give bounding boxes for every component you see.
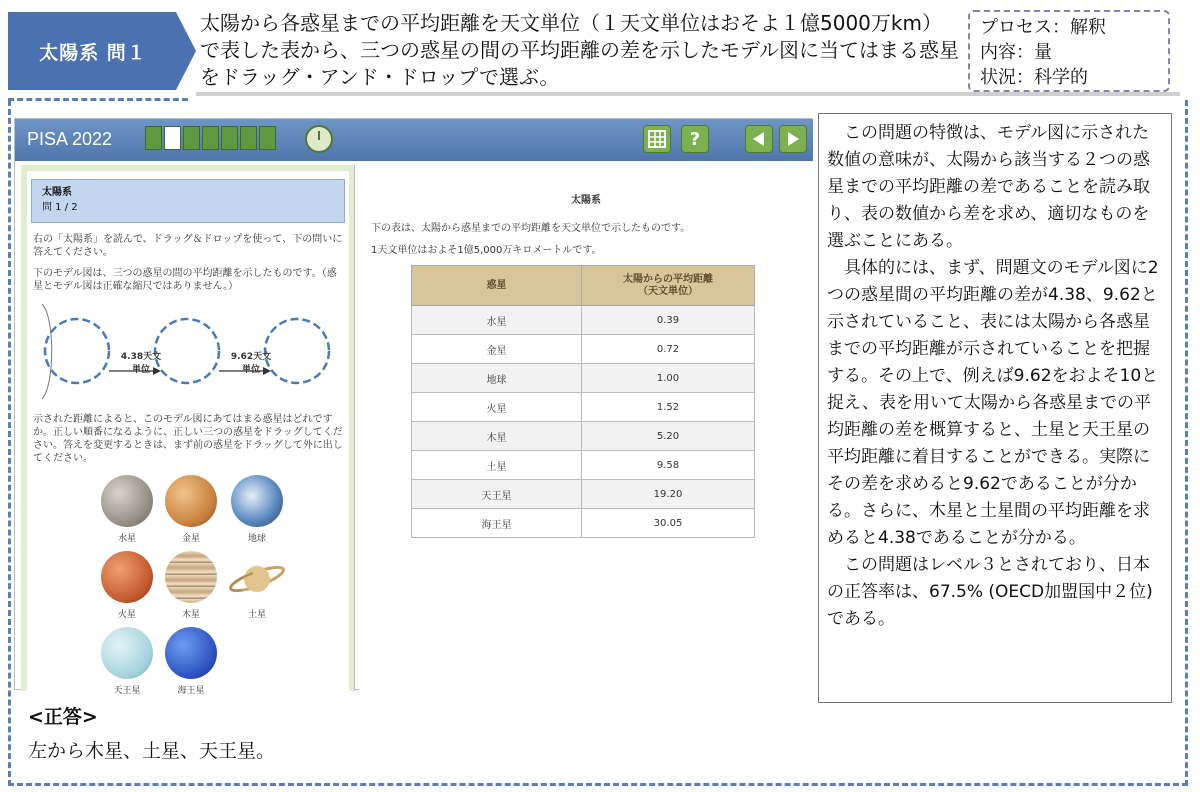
- question-tag-label: 太陽系 問１: [39, 41, 147, 64]
- table-row: [412, 306, 755, 335]
- content-label: 内容：量: [980, 42, 1052, 63]
- distance-label-2: [221, 351, 281, 377]
- planet-jupiter[interactable]: [165, 551, 217, 603]
- table-cell-distance: 0.72: [582, 335, 755, 364]
- question-pane-inner: [27, 171, 349, 696]
- table-row: [412, 393, 755, 422]
- progress-step: [183, 126, 200, 150]
- table-cell-distance: 9.58: [582, 451, 755, 480]
- distance-2-unit: 単位: [241, 365, 260, 375]
- table-cell-planet: 天王星: [412, 480, 582, 509]
- planet-neptune-label: 海王星: [177, 686, 205, 696]
- help-icon[interactable]: ?: [681, 125, 709, 153]
- progress-step: [145, 126, 162, 150]
- table-header-distance-unit: （天文単位）: [638, 285, 698, 297]
- answer-title: <正答>: [28, 706, 98, 728]
- planet-venus-label: 金星: [181, 534, 200, 544]
- distance-2-value: 9.62天文: [230, 352, 272, 362]
- progress-bar: [145, 126, 276, 150]
- distance-1-value: 4.38天文: [120, 352, 162, 362]
- planet-venus[interactable]: [165, 475, 217, 527]
- classification-box: [968, 10, 1170, 92]
- planet-uranus[interactable]: [101, 627, 153, 679]
- planet-saturn-label: 土星: [247, 610, 266, 620]
- progress-step: [202, 126, 219, 150]
- progress-step: [259, 126, 276, 150]
- planet-uranus-label: 天王星: [113, 686, 141, 696]
- distance-table: [411, 265, 755, 538]
- table-cell-planet: 火星: [412, 393, 582, 422]
- question-title: 太陽系: [42, 187, 72, 198]
- table-cell-distance: 5.20: [582, 422, 755, 451]
- arrow-right-icon[interactable]: [779, 125, 807, 153]
- explanation-paragraph-1: この問題の特徴は、モデル図に示された数値の意味が、太陽から該当する２つの惑星までの平均距離の差であることを読み取り、表の数値から差を求め、適切なものを選ぶことにある。: [827, 123, 1150, 251]
- calculator-icon[interactable]: [643, 125, 671, 153]
- table-cell-planet: 土星: [412, 451, 582, 480]
- process-label: プロセス：解釈: [980, 17, 1106, 38]
- planet-neptune[interactable]: [165, 627, 217, 679]
- distance-1-unit: 単位: [131, 365, 150, 375]
- table-cell-planet: 地球: [412, 364, 582, 393]
- model-diagram: [37, 299, 337, 409]
- table-cell-distance: 1.52: [582, 393, 755, 422]
- progress-step-current: [164, 126, 181, 150]
- arrow-left-icon[interactable]: [745, 125, 773, 153]
- explanation-box: [818, 113, 1172, 703]
- instruction-text: 示された距離によると、このモデル図にあてはまる惑星はどれですか。正しい順番になるように、正しい三つの惑星をドラッグしてください。答えを変更するときは、まず前の惑星をドラッグして外に出してください。: [33, 414, 343, 464]
- answer-text: 左から木星、土星、天王星。: [28, 740, 276, 762]
- question-header: [31, 179, 345, 223]
- planet-mercury-label: 水星: [117, 534, 136, 544]
- drop-slot-1: [45, 319, 109, 383]
- table-header-distance: [582, 266, 755, 306]
- progress-step: [240, 126, 257, 150]
- pisa-title: PISA 2022: [27, 129, 113, 149]
- table-row: [412, 335, 755, 364]
- table-row: [412, 364, 755, 393]
- table-row: [412, 422, 755, 451]
- distance-label-1: [111, 351, 171, 377]
- question-pane: [21, 165, 355, 696]
- planet-saturn[interactable]: [227, 559, 287, 599]
- table-row: [412, 451, 755, 480]
- question-tag: [8, 12, 198, 90]
- planet-earth[interactable]: [231, 475, 283, 527]
- table-row: [412, 509, 755, 538]
- table-header-planet: 惑星: [412, 266, 582, 306]
- planet-jupiter-label: 木星: [181, 610, 200, 620]
- table-cell-distance: 0.39: [582, 306, 755, 335]
- progress-step: [221, 126, 238, 150]
- planet-mars[interactable]: [101, 551, 153, 603]
- situation-label: 状況：科学的: [980, 67, 1088, 88]
- table-cell-distance: 30.05: [582, 509, 755, 538]
- table-cell-planet: 金星: [412, 335, 582, 364]
- question-number: 問 1 / 2: [42, 202, 78, 213]
- stimulus-title: 太陽系: [571, 195, 601, 206]
- table-cell-planet: 水星: [412, 306, 582, 335]
- explanation-paragraph-3: この問題はレベル３とされており、日本の正答率は、67.5% (OECD加盟国中２位)である。: [827, 555, 1153, 629]
- table-cell-distance: 1.00: [582, 364, 755, 393]
- clock-icon[interactable]: [305, 125, 333, 153]
- table-cell-planet: 海王星: [412, 509, 582, 538]
- stimulus-pane: [359, 161, 813, 691]
- pisa-window: [14, 118, 812, 696]
- pisa-toolbar: [15, 119, 813, 161]
- question-description: 太陽から各惑星までの平均距離を天文単位（１天文単位はおそよ１億5000万km）で表した表から、三つの惑星の間の平均距離の差を示したモデル図に当てはまる惑星をドラッグ・アンド・ドロップで選ぶ。: [200, 11, 959, 89]
- planet-mercury[interactable]: [101, 475, 153, 527]
- table-row: [412, 480, 755, 509]
- explanation-paragraph-2: 具体的には、まず、問題文のモデル図に2つの惑星間の平均距離の差が4.38、9.62と示されていること、表には太陽から各惑星までの平均距離が示されていることを把握する。その上で、例えば9.62をおよそ10と捉え、表を用いて太陽から各惑星までの平均距離の差を概算すると、土星と天王星の平均距離に着目することができる。実際にその差を求めると9.62であることが分かる。さらに、木星と土星間の平均距離を求めると4.38であることが分かる。: [827, 258, 1159, 548]
- planet-earth-label: 地球: [247, 534, 266, 544]
- table-header-distance-title: 太陽からの平均距離: [623, 273, 713, 285]
- intro-text: 右の「太陽系」を読んで、ドラッグ＆ドロップを使って、下の問いに答えてください。: [33, 234, 343, 258]
- model-text: 下のモデル図は、三つの惑星の間の平均距離を示したものです。（惑星とモデル図は正確な縮尺ではありません。）: [33, 268, 337, 292]
- table-cell-distance: 19.20: [582, 480, 755, 509]
- header-divider: [196, 92, 1180, 96]
- stimulus-text-2: 1天文単位はおよそ1億5,000万キロメートルです。: [371, 245, 602, 256]
- planet-mars-label: 火星: [117, 610, 136, 620]
- table-cell-planet: 木星: [412, 422, 582, 451]
- stimulus-text-1: 下の表は、太陽から惑星までの平均距離を天文単位で示したものです。: [371, 223, 691, 234]
